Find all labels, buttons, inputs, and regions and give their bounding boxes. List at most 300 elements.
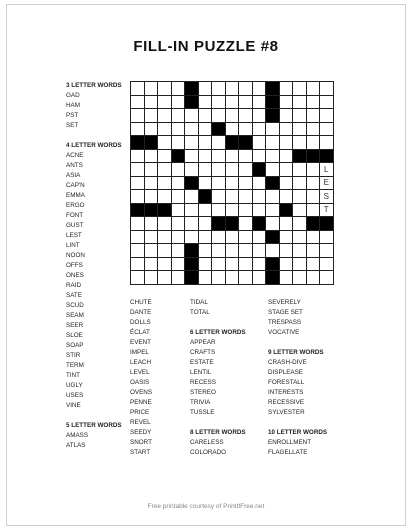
word-item: SCUD	[66, 302, 84, 309]
grid-cell[interactable]	[226, 163, 240, 177]
grid-cell[interactable]	[266, 136, 280, 150]
grid-cell[interactable]	[145, 96, 159, 110]
grid-cell[interactable]	[158, 163, 172, 177]
group-spacer	[66, 131, 122, 141]
grid-cell-black	[172, 150, 186, 164]
grid-cell[interactable]	[226, 123, 240, 137]
grid-cell-black	[293, 150, 307, 164]
word-item: SYLVESTER	[268, 409, 305, 416]
grid-cell-black	[185, 271, 199, 285]
grid-cell[interactable]	[307, 231, 321, 245]
grid-cell[interactable]	[239, 82, 253, 96]
grid-cell[interactable]	[239, 204, 253, 218]
grid-cell[interactable]	[131, 231, 145, 245]
grid-cell[interactable]	[293, 163, 307, 177]
word-item: STEREO	[190, 389, 216, 396]
grid-cell[interactable]	[199, 82, 213, 96]
grid-cell[interactable]	[280, 150, 294, 164]
grid-cell[interactable]	[293, 136, 307, 150]
grid-cell[interactable]	[185, 163, 199, 177]
group-spacer	[66, 411, 122, 421]
grid-cell[interactable]	[145, 271, 159, 285]
grid-cell[interactable]	[185, 217, 199, 231]
word-item: CHUTE	[130, 299, 152, 306]
word-item: TRIVIA	[190, 399, 211, 406]
word-group-header: 4 LETTER WORDS	[66, 142, 122, 149]
word-group-header: 5 LETTER WORDS	[66, 422, 122, 429]
word-group-header: 3 LETTER WORDS	[66, 82, 122, 89]
grid-cell[interactable]	[266, 123, 280, 137]
grid-cell[interactable]	[158, 190, 172, 204]
grid-cell[interactable]	[185, 109, 199, 123]
grid-cell[interactable]	[280, 244, 294, 258]
grid-cell-black	[226, 136, 240, 150]
grid-cell[interactable]: S	[320, 190, 334, 204]
grid-cell[interactable]	[199, 123, 213, 137]
grid-cell-black	[131, 204, 145, 218]
word-item: EVENT	[130, 339, 151, 346]
grid-cell[interactable]	[320, 271, 334, 285]
word-group-header: 6 LETTER WORDS	[190, 329, 246, 336]
grid-cell[interactable]	[172, 177, 186, 191]
grid-cell[interactable]	[320, 258, 334, 272]
grid-cell[interactable]	[199, 204, 213, 218]
grid-cell[interactable]	[172, 190, 186, 204]
grid-cell[interactable]	[253, 231, 267, 245]
grid-cell[interactable]	[320, 244, 334, 258]
grid-cell[interactable]	[145, 258, 159, 272]
grid-cell[interactable]	[253, 136, 267, 150]
grid-cell[interactable]	[266, 204, 280, 218]
grid-cell[interactable]	[307, 271, 321, 285]
grid-cell[interactable]	[185, 190, 199, 204]
grid-cell[interactable]	[212, 150, 226, 164]
word-item: FORESTALL	[268, 379, 305, 386]
grid-cell[interactable]	[199, 136, 213, 150]
grid-cell[interactable]	[172, 271, 186, 285]
grid-cell[interactable]	[226, 150, 240, 164]
word-item: DOLLS	[130, 319, 151, 326]
word-item: TUSSLE	[190, 409, 215, 416]
word-item: LEST	[66, 232, 82, 239]
word-item: LENTIL	[190, 369, 212, 376]
grid-cell[interactable]	[131, 109, 145, 123]
grid-cell[interactable]	[266, 150, 280, 164]
puzzle-title: FILL-IN PUZZLE #8	[133, 38, 279, 55]
grid-cell[interactable]	[212, 96, 226, 110]
grid-cell-black	[145, 136, 159, 150]
grid-cell[interactable]	[172, 217, 186, 231]
grid-cell[interactable]	[320, 82, 334, 96]
grid-cell[interactable]	[131, 177, 145, 191]
grid-cell[interactable]	[253, 123, 267, 137]
grid-cell[interactable]	[212, 244, 226, 258]
word-item: SLOE	[66, 332, 83, 339]
grid-cell[interactable]	[239, 109, 253, 123]
word-item: USES	[66, 392, 84, 399]
grid-cell[interactable]	[293, 123, 307, 137]
grid-cell[interactable]	[226, 204, 240, 218]
grid-cell[interactable]	[158, 82, 172, 96]
word-item: INTERESTS	[268, 389, 304, 396]
grid-cell-black	[266, 231, 280, 245]
grid-cell[interactable]	[199, 244, 213, 258]
grid-cell-black	[266, 271, 280, 285]
grid-cell[interactable]	[172, 109, 186, 123]
grid-cell-black	[266, 109, 280, 123]
grid-cell[interactable]	[212, 82, 226, 96]
grid-cell-black	[253, 217, 267, 231]
grid-cell[interactable]	[212, 136, 226, 150]
word-item: PRICE	[130, 409, 150, 416]
word-item: VOCATIVE	[268, 329, 300, 336]
grid-cell[interactable]	[131, 244, 145, 258]
grid-cell[interactable]	[307, 96, 321, 110]
grid-cell[interactable]	[307, 258, 321, 272]
word-list-column-2	[130, 298, 152, 458]
grid-cell[interactable]	[239, 190, 253, 204]
grid-cell[interactable]	[226, 231, 240, 245]
grid-cell[interactable]	[185, 136, 199, 150]
grid-cell[interactable]	[172, 123, 186, 137]
grid-cell[interactable]	[253, 271, 267, 285]
word-item: CARELESS	[190, 439, 224, 446]
word-item: LEVEL	[130, 369, 150, 376]
word-item: HAM	[66, 102, 80, 109]
grid-cell[interactable]	[293, 231, 307, 245]
grid-cell[interactable]	[307, 82, 321, 96]
word-item: COLORADO	[190, 449, 227, 456]
word-item: ASIA	[66, 172, 81, 179]
grid-cell[interactable]	[226, 96, 240, 110]
word-item: ÉCLAT	[130, 329, 150, 336]
grid-cell[interactable]	[253, 244, 267, 258]
grid-cell-black	[280, 204, 294, 218]
grid-cell[interactable]	[145, 150, 159, 164]
footer-credit: Free printable courtesy of PrintItFree.net	[147, 503, 265, 510]
grid-cell[interactable]	[172, 136, 186, 150]
word-item: IMPEL	[130, 349, 149, 356]
grid-cell[interactable]	[293, 244, 307, 258]
grid-cell[interactable]	[226, 258, 240, 272]
word-item: FONT	[66, 212, 84, 219]
grid-cell[interactable]	[131, 123, 145, 137]
grid-cell-black	[158, 204, 172, 218]
grid-cell[interactable]	[266, 163, 280, 177]
grid-cell[interactable]	[307, 123, 321, 137]
word-list-column-1	[66, 81, 122, 451]
grid-cell-black	[185, 258, 199, 272]
grid-cell[interactable]	[293, 109, 307, 123]
grid-cell[interactable]	[131, 217, 145, 231]
grid-cell[interactable]	[307, 109, 321, 123]
grid-cell[interactable]	[239, 258, 253, 272]
grid-cell[interactable]	[199, 258, 213, 272]
grid-cell-black	[212, 123, 226, 137]
word-item: ESTATE	[190, 359, 214, 366]
grid-cell[interactable]	[158, 150, 172, 164]
grid-cell[interactable]	[158, 217, 172, 231]
grid-cell[interactable]	[131, 190, 145, 204]
grid-cell[interactable]	[293, 96, 307, 110]
group-spacer	[190, 318, 246, 328]
word-item: TERM	[66, 362, 84, 369]
grid-cell[interactable]	[253, 190, 267, 204]
word-item: GUST	[66, 222, 84, 229]
grid-cell[interactable]: E	[320, 177, 334, 191]
grid-cell[interactable]	[280, 109, 294, 123]
word-item: UGLY	[66, 382, 83, 389]
word-group-header: 10 LETTER WORDS	[268, 429, 328, 436]
word-item: SATE	[66, 292, 82, 299]
grid-cell[interactable]	[145, 109, 159, 123]
word-item: REVEL	[130, 419, 151, 426]
grid-cell[interactable]	[212, 204, 226, 218]
grid-cell[interactable]	[131, 258, 145, 272]
grid-cell[interactable]	[307, 136, 321, 150]
grid-cell[interactable]	[212, 271, 226, 285]
word-list-column-3	[190, 298, 246, 458]
grid-cell[interactable]	[307, 177, 321, 191]
grid-cell[interactable]	[199, 150, 213, 164]
grid-cell[interactable]	[131, 96, 145, 110]
grid-cell[interactable]	[212, 258, 226, 272]
grid-cell[interactable]	[239, 244, 253, 258]
word-item: VINE	[66, 402, 81, 409]
word-item: SEVERELY	[268, 299, 301, 306]
grid-cell[interactable]	[158, 96, 172, 110]
grid-cell[interactable]	[158, 231, 172, 245]
grid-cell-black	[266, 258, 280, 272]
grid-cell[interactable]	[172, 258, 186, 272]
grid-cell-black	[266, 82, 280, 96]
grid-cell[interactable]	[226, 271, 240, 285]
word-item: SEAM	[66, 312, 84, 319]
group-spacer	[268, 418, 327, 428]
grid-cell[interactable]	[145, 231, 159, 245]
group-spacer	[190, 418, 246, 428]
grid-cell[interactable]	[145, 82, 159, 96]
grid-cell[interactable]	[199, 177, 213, 191]
word-item: TRESPASS	[268, 319, 302, 326]
word-item: ACNE	[66, 152, 84, 159]
word-item: CAP'N	[66, 182, 85, 189]
grid-cell[interactable]	[172, 163, 186, 177]
word-item: RECESSIVE	[268, 399, 305, 406]
grid-cell[interactable]	[172, 244, 186, 258]
word-item: CRAFTS	[190, 349, 216, 356]
word-item: ATLAS	[66, 442, 86, 449]
grid-cell[interactable]	[239, 163, 253, 177]
grid-cell[interactable]	[239, 123, 253, 137]
word-item: ANTS	[66, 162, 83, 169]
grid-cell[interactable]	[280, 271, 294, 285]
word-item: DANTE	[130, 309, 152, 316]
grid-cell-black	[226, 217, 240, 231]
grid-cell[interactable]	[199, 163, 213, 177]
grid-cell[interactable]	[185, 231, 199, 245]
word-item: OFFS	[66, 262, 83, 269]
grid-cell[interactable]	[239, 271, 253, 285]
grid-cell[interactable]	[239, 231, 253, 245]
grid-cell[interactable]	[158, 123, 172, 137]
grid-cell[interactable]	[199, 271, 213, 285]
grid-cell[interactable]	[199, 217, 213, 231]
grid-cell[interactable]	[293, 82, 307, 96]
grid-cell[interactable]	[320, 231, 334, 245]
word-item: ONES	[66, 272, 84, 279]
group-spacer	[268, 338, 327, 348]
word-item: TINT	[66, 372, 80, 379]
grid-cell[interactable]	[226, 244, 240, 258]
grid-cell[interactable]	[239, 96, 253, 110]
grid-cell[interactable]: T	[320, 204, 334, 218]
word-item: SET	[66, 122, 79, 129]
grid-cell[interactable]	[199, 96, 213, 110]
word-item: RAID	[66, 282, 82, 289]
grid-cell[interactable]	[172, 96, 186, 110]
grid-cell[interactable]	[226, 82, 240, 96]
grid-cell[interactable]	[145, 177, 159, 191]
grid-cell[interactable]	[266, 244, 280, 258]
grid-cell[interactable]	[293, 190, 307, 204]
grid-cell[interactable]	[158, 271, 172, 285]
grid-cell[interactable]	[253, 258, 267, 272]
grid-cell[interactable]	[199, 231, 213, 245]
grid-cell-black	[239, 136, 253, 150]
grid-cell[interactable]	[280, 217, 294, 231]
grid-cell[interactable]	[239, 217, 253, 231]
word-item: TIDAL	[190, 299, 208, 306]
word-item: OASIS	[130, 379, 150, 386]
grid-cell[interactable]	[320, 136, 334, 150]
grid-cell[interactable]	[185, 150, 199, 164]
grid-cell[interactable]	[131, 82, 145, 96]
grid-cell[interactable]	[293, 217, 307, 231]
grid-cell[interactable]	[145, 163, 159, 177]
grid-cell[interactable]	[212, 177, 226, 191]
grid-cell[interactable]	[131, 163, 145, 177]
word-item: OVENS	[130, 389, 153, 396]
word-item: SOAP	[66, 342, 84, 349]
grid-cell[interactable]	[280, 258, 294, 272]
grid-cell[interactable]	[172, 204, 186, 218]
grid-cell[interactable]	[320, 109, 334, 123]
grid-cell[interactable]	[185, 204, 199, 218]
grid-cell[interactable]	[199, 109, 213, 123]
grid-cell[interactable]	[145, 217, 159, 231]
grid-cell[interactable]	[212, 109, 226, 123]
grid-cell[interactable]	[212, 190, 226, 204]
grid-cell[interactable]	[131, 271, 145, 285]
word-item: ENROLLMENT	[268, 439, 312, 446]
grid-cell-black	[253, 163, 267, 177]
word-group-header: 8 LETTER WORDS	[190, 429, 246, 436]
grid-cell[interactable]	[185, 123, 199, 137]
grid-cell[interactable]	[293, 177, 307, 191]
grid-cell[interactable]	[307, 190, 321, 204]
grid-cell-black	[185, 96, 199, 110]
grid-cell[interactable]	[158, 258, 172, 272]
word-item: SEEDY	[130, 429, 152, 436]
grid-cell[interactable]	[307, 163, 321, 177]
grid-cell[interactable]	[293, 258, 307, 272]
grid-cell[interactable]	[253, 177, 267, 191]
grid-cell[interactable]	[158, 244, 172, 258]
grid-cell[interactable]	[226, 177, 240, 191]
grid-cell[interactable]	[266, 190, 280, 204]
word-item: PST	[66, 112, 79, 119]
grid-cell[interactable]	[280, 190, 294, 204]
grid-cell[interactable]	[280, 163, 294, 177]
grid-cell-black	[185, 177, 199, 191]
grid-cell[interactable]	[293, 271, 307, 285]
grid-cell[interactable]	[266, 217, 280, 231]
grid-cell[interactable]	[212, 231, 226, 245]
word-item: FLAGELLATE	[268, 449, 308, 456]
grid-cell[interactable]	[145, 244, 159, 258]
grid-cell[interactable]	[145, 190, 159, 204]
grid-cell[interactable]	[158, 177, 172, 191]
grid-cell[interactable]	[280, 96, 294, 110]
grid-cell[interactable]	[212, 163, 226, 177]
puzzle-grid[interactable]	[130, 81, 334, 285]
grid-cell-black	[266, 96, 280, 110]
grid-cell[interactable]	[253, 82, 267, 96]
grid-cell[interactable]	[158, 109, 172, 123]
grid-cell-black	[185, 244, 199, 258]
grid-cell[interactable]	[320, 123, 334, 137]
grid-cell[interactable]	[320, 96, 334, 110]
grid-cell[interactable]	[172, 231, 186, 245]
grid-cell[interactable]	[226, 109, 240, 123]
grid-cell[interactable]	[280, 177, 294, 191]
grid-cell-black	[320, 150, 334, 164]
grid-cell[interactable]	[253, 96, 267, 110]
grid-cell[interactable]	[280, 123, 294, 137]
word-item: RECESS	[190, 379, 216, 386]
word-item: LEACH	[130, 359, 151, 366]
grid-cell[interactable]	[172, 82, 186, 96]
grid-cell[interactable]	[239, 177, 253, 191]
grid-cell[interactable]	[226, 190, 240, 204]
grid-cell[interactable]	[253, 150, 267, 164]
word-list-column-4	[268, 298, 327, 458]
word-item: START	[130, 449, 151, 456]
grid-cell[interactable]	[293, 204, 307, 218]
grid-cell[interactable]	[280, 82, 294, 96]
grid-cell[interactable]	[158, 136, 172, 150]
grid-cell[interactable]	[280, 136, 294, 150]
grid-cell[interactable]: L	[320, 163, 334, 177]
grid-cell-black	[212, 217, 226, 231]
word-item: PENNE	[130, 399, 152, 406]
word-item: STIR	[66, 352, 81, 359]
grid-cell[interactable]	[239, 150, 253, 164]
grid-cell-black	[266, 177, 280, 191]
word-item: ERGO	[66, 202, 85, 209]
grid-cell[interactable]	[307, 244, 321, 258]
word-group-header: 9 LETTER WORDS	[268, 349, 324, 356]
word-item: AMASS	[66, 432, 89, 439]
grid-cell[interactable]	[253, 204, 267, 218]
grid-cell[interactable]	[280, 231, 294, 245]
grid-cell[interactable]	[131, 150, 145, 164]
grid-cell[interactable]	[307, 204, 321, 218]
grid-cell[interactable]	[253, 109, 267, 123]
grid-cell[interactable]	[145, 123, 159, 137]
word-item: CRASH-DIVE	[268, 359, 307, 366]
